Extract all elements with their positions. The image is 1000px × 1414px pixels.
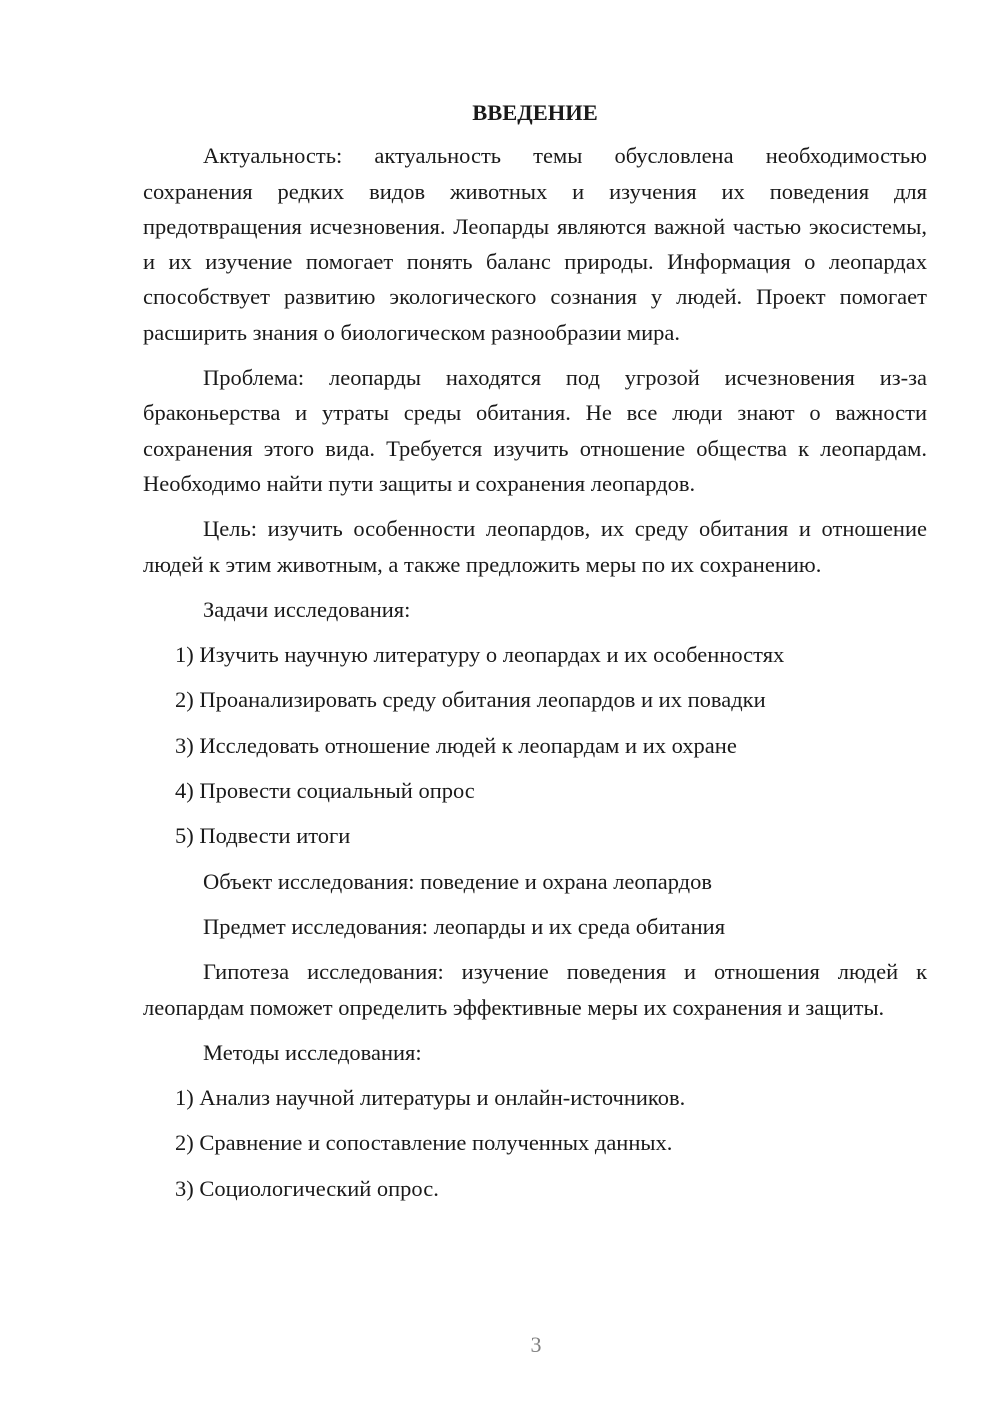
task-item: 2) Проанализировать среду обитания леопардов и их повадки <box>175 687 766 713</box>
relevance-paragraph: Актуальность: актуальность темы обусловлена необходимостью сохранения редких видов животных и изучения их поведения для предотвращения исчезновения. Леопарды являются важной частью экосистемы, и их изучение помогает понять баланс природы. Информация о леопардах способствует развитию экологического сознания у людей. Проект помогает расширить знания о биологическом разнообразии мира. <box>143 143 927 345</box>
research-object: Объект исследования: поведение и охрана леопардов <box>203 868 712 894</box>
page-number: 3 <box>530 1332 542 1357</box>
task-item: 5) Подвести итоги <box>175 823 351 849</box>
method-item: 3) Социологический опрос. <box>175 1175 439 1201</box>
goal-paragraph: Цель: изучить особенности леопардов, их среду обитания и отношение людей к этим животным, а также предложить меры по их сохранению. <box>143 516 927 577</box>
hypothesis-paragraph: Гипотеза исследования: изучение поведения и отношения людей к леопардам поможет определить эффективные меры их сохранения и защиты. <box>143 959 927 1020</box>
methods-heading: Методы исследования: <box>203 1039 422 1065</box>
method-item: 2) Сравнение и сопоставление полученных данных. <box>175 1130 673 1156</box>
document-body <box>143 95 927 1216</box>
problem-paragraph: Проблема: леопарды находятся под угрозой исчезновения из-за браконьерства и утраты среды обитания. Не все люди знают о важности сохранения этого вида. Требуется изучить отношение общества к леопардам. Необходимо найти пути защиты и сохранения леопардов. <box>143 365 927 496</box>
research-subject: Предмет исследования: леопарды и их среда обитания <box>203 913 726 939</box>
task-item: 4) Провести социальный опрос <box>175 778 475 804</box>
task-item: 1) Изучить научную литературу о леопардах и их особенностях <box>175 642 785 668</box>
page-title: ВВЕДЕНИЕ <box>472 100 598 125</box>
method-item: 1) Анализ научной литературы и онлайн-источников. <box>175 1085 686 1111</box>
tasks-heading: Задачи исследования: <box>203 596 411 622</box>
task-item: 3) Исследовать отношение людей к леопардам и их охране <box>175 732 737 758</box>
